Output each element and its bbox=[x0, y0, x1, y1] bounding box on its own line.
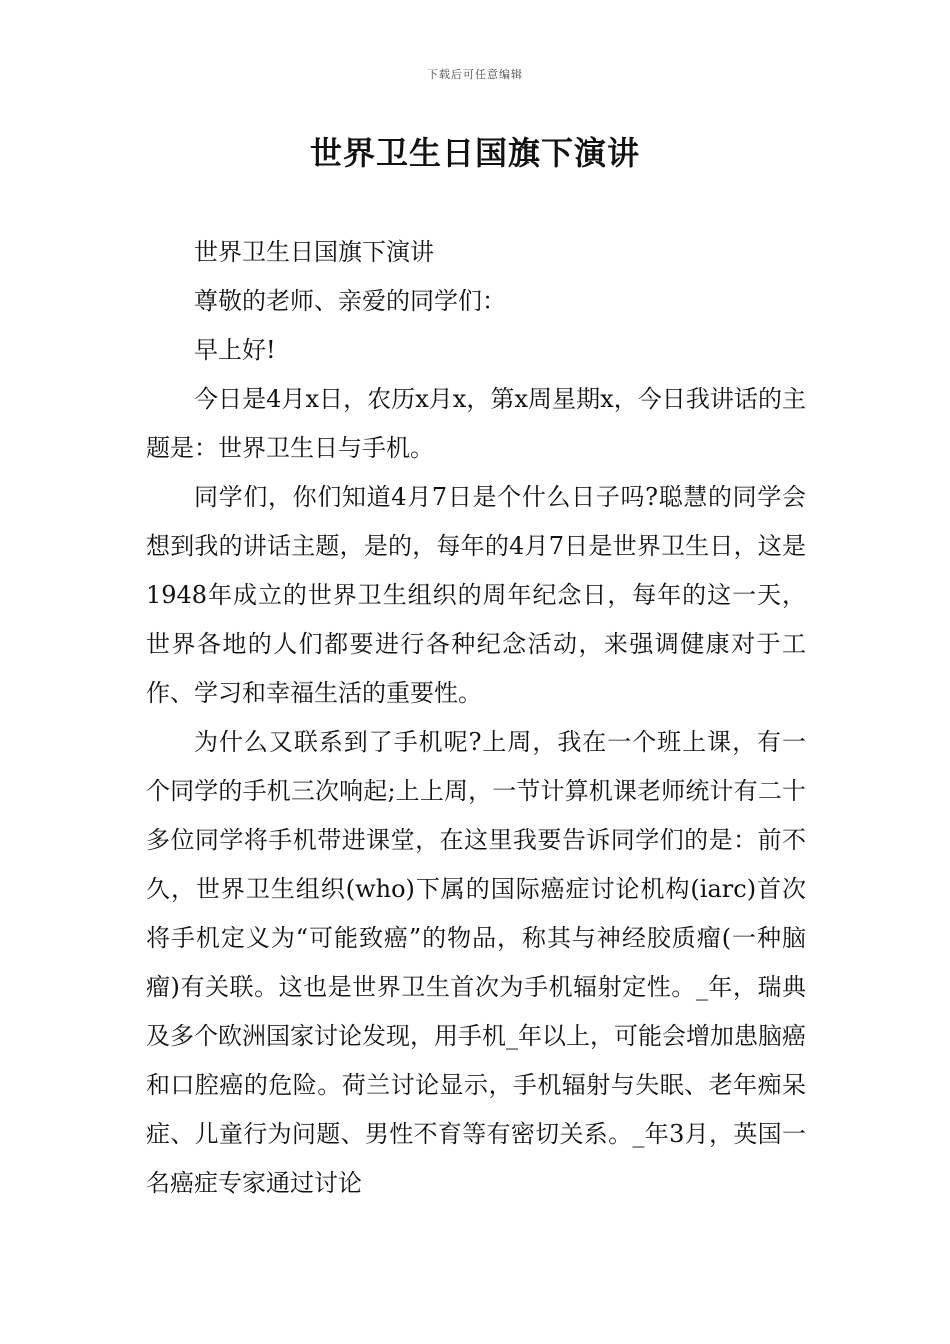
document-body bbox=[146, 228, 806, 1208]
paragraph: 世界卫生日国旗下演讲 bbox=[194, 238, 434, 266]
paragraph: 今日是4月x日，农历x月x，第x周星期x，今日我讲话的主题是：世界卫生日与手机。 bbox=[146, 385, 806, 462]
paragraph: 尊敬的老师、亲爱的同学们： bbox=[194, 287, 506, 315]
header-note: 下载后可任意编辑 bbox=[427, 68, 523, 81]
paragraph: 为什么又联系到了手机呢?上周，我在一个班上课，有一个同学的手机三次响起;上上周，一节计算机课老师统计有二十多位同学将手机带进课堂，在这里我要告诉同学们的是：前不久，世界卫生组织(who)下属的国际癌症讨论机构(iarc)首次将手机定义为“可能致癌”的物品，称其与神经胶质瘤(一种脑瘤)有关联。这也是世界卫生首次为手机辐射定性。_年，瑞典及多个欧洲国家讨论发现，用手机_年以上，可能会增加患脑癌和口腔癌的危险。荷兰讨论显示，手机辐射与失眠、老年痴呆症、儿童行为问题、男性不育等有密切关系。_年3月，英国一名癌症专家通过讨论 bbox=[146, 728, 806, 1197]
paragraph: 早上好! bbox=[194, 336, 276, 364]
document-title: 世界卫生日国旗下演讲 bbox=[309, 134, 640, 172]
paragraph: 同学们，你们知道4月7日是个什么日子吗?聪慧的同学会想到我的讲话主题，是的，每年的4月7日是世界卫生日，这是1948年成立的世界卫生组织的周年纪念日，每年的这一天，世界各地的人们都要进行各种纪念活动，来强调健康对于工作、学习和幸福生活的重要性。 bbox=[146, 483, 806, 707]
